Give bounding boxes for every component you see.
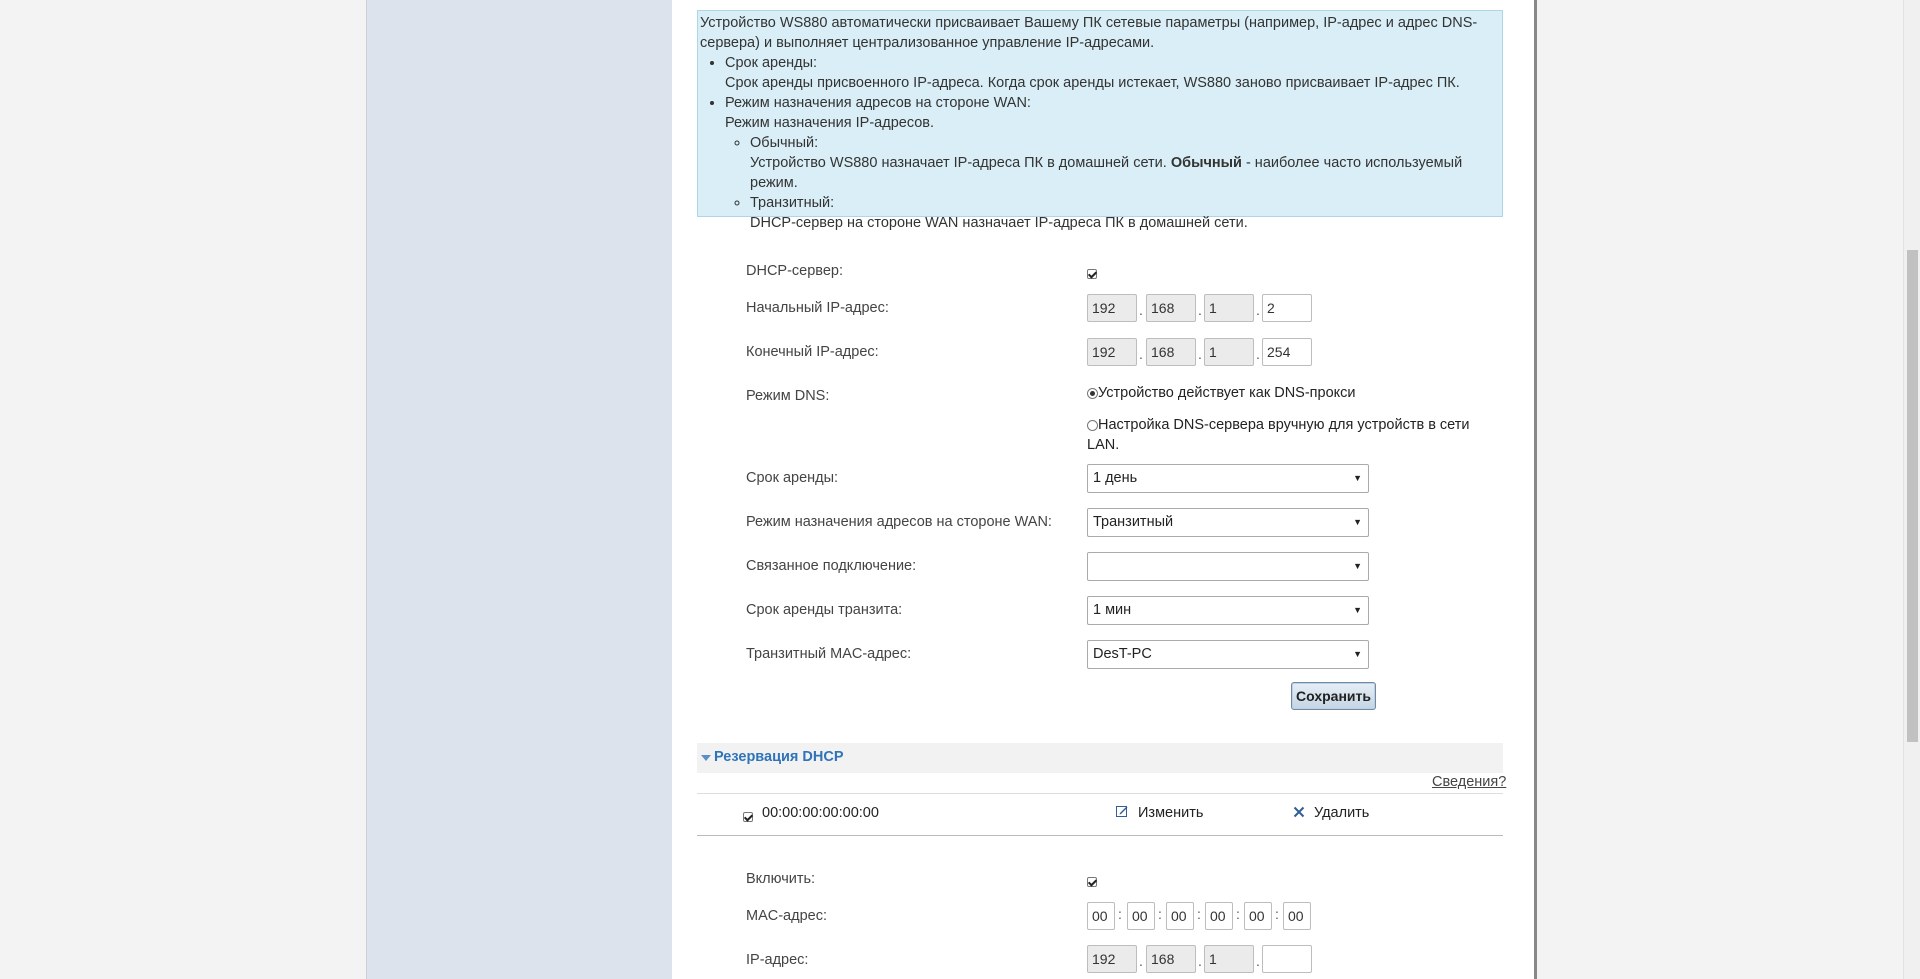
help-list [700, 53, 1500, 233]
res-ip-octet-3: 1 [1204, 945, 1254, 973]
lease-select-value: 1 день [1093, 470, 1138, 486]
help-lease-text: Срок аренды присвоенного IP-адреса. Когда срок аренды истекает, WS880 заново присваивает IP-адрес ПК. [725, 75, 1460, 91]
start-ip-octet-4-input[interactable]: 2 [1262, 294, 1312, 322]
details-link[interactable]: Сведения? [1432, 774, 1507, 790]
res-ip-octet-2: 168 [1146, 945, 1196, 973]
lease-label: Срок аренды: [746, 470, 839, 486]
transit-lease-select-value: 1 мин [1093, 602, 1132, 618]
dns-option-proxy[interactable] [1087, 385, 1507, 401]
save-button[interactable]: Сохранить [1291, 682, 1376, 710]
reservation-row-checkbox-wrap [743, 808, 753, 825]
ip-separator: . [1198, 953, 1202, 969]
dhcp-reservation-section-header[interactable] [697, 743, 1503, 773]
delete-link[interactable]: Удалить [1314, 805, 1370, 821]
ip-separator: . [1256, 346, 1260, 362]
linked-connection-label: Связанное подключение: [746, 558, 917, 574]
help-normal-text-pre: Устройство WS880 назначает IP-адреса ПК в домашней сети. [750, 155, 1171, 171]
help-lease-title: Срок аренды: [725, 55, 818, 71]
chevron-down-icon: ▼ [1353, 605, 1362, 615]
mac-separator: : [1118, 906, 1122, 922]
section-title: Резервация DHCP [714, 749, 844, 765]
ip-separator: . [1139, 302, 1143, 318]
mac-octet-6-input[interactable]: 00 [1283, 902, 1311, 930]
dhcp-server-checkbox[interactable] [1087, 269, 1097, 279]
mac-octet-2-input[interactable]: 00 [1127, 902, 1155, 930]
dns-mode-label: Режим DNS: [746, 388, 830, 404]
help-wan-mode-title: Режим назначения адресов на стороне WAN: [725, 95, 1031, 111]
chevron-down-icon: ▼ [1353, 561, 1362, 571]
scrollbar-thumb[interactable] [1907, 250, 1918, 742]
linked-connection-select[interactable] [1087, 552, 1369, 581]
enable-checkbox[interactable] [1087, 877, 1097, 887]
page-background-left [0, 0, 366, 979]
mac-octet-3-input[interactable]: 00 [1166, 902, 1194, 930]
dns-option-manual[interactable] [1087, 415, 1487, 455]
help-box [697, 10, 1503, 231]
dns-manual-label: Настройка DNS-сервера вручную для устройств в сети LAN. [1087, 417, 1470, 453]
collapse-triangle-icon [701, 755, 711, 761]
enable-label: Включить: [746, 871, 816, 887]
divider [697, 835, 1503, 836]
navigation-panel [366, 0, 673, 979]
mac-octet-1-input[interactable]: 00 [1087, 902, 1115, 930]
ip-address-label: IP-адрес: [746, 952, 809, 968]
chevron-down-icon: ▼ [1353, 517, 1362, 527]
mac-separator: : [1275, 906, 1279, 922]
start-ip-octet-1: 192 [1087, 294, 1137, 322]
help-item-lease [725, 53, 1500, 93]
transit-lease-label: Срок аренды транзита: [746, 602, 903, 618]
res-ip-octet-4-input[interactable] [1262, 945, 1312, 973]
help-normal-text-bold: Обычный [1170, 155, 1242, 171]
chevron-down-icon: ▼ [1353, 649, 1362, 659]
help-normal-title: Обычный: [750, 135, 819, 151]
wan-mode-select-value: Транзитный [1093, 514, 1174, 530]
ip-separator: . [1139, 346, 1143, 362]
reservation-row-checkbox[interactable] [743, 812, 753, 822]
help-wan-mode-text: Режим назначения IP-адресов. [725, 115, 935, 131]
dhcp-server-label: DHCP-сервер: [746, 263, 843, 279]
help-item-normal [750, 133, 1500, 193]
vertical-scrollbar[interactable] [1903, 0, 1920, 979]
edit-icon[interactable] [1116, 805, 1128, 817]
transit-mac-select[interactable] [1087, 640, 1369, 669]
start-ip-octet-3: 1 [1204, 294, 1254, 322]
dns-manual-radio[interactable] [1087, 420, 1098, 431]
end-ip-octet-4-input[interactable]: 254 [1262, 338, 1312, 366]
help-intro: Устройство WS880 автоматически присваивает Вашему ПК сетевые параметры (например, IP-адрес и адрес DNS-сервера) и выполняет централизованное управление IP-адресами. [700, 15, 1478, 51]
mac-octet-4-input[interactable]: 00 [1205, 902, 1233, 930]
chevron-down-icon: ▼ [1353, 473, 1362, 483]
divider [697, 793, 1503, 794]
help-sublist [725, 133, 1500, 233]
mac-separator: : [1197, 906, 1201, 922]
page-background-right [1537, 0, 1903, 979]
res-ip-octet-1: 192 [1087, 945, 1137, 973]
help-normal-text-post: - наиболее часто используемый режим. [750, 155, 1463, 191]
edit-link[interactable]: Изменить [1138, 805, 1204, 821]
ip-separator: . [1256, 953, 1260, 969]
dns-proxy-radio[interactable] [1087, 388, 1098, 399]
mac-address-label: MAC-адрес: [746, 908, 827, 924]
help-item-wan-mode [725, 93, 1500, 233]
delete-icon[interactable] [1293, 806, 1305, 818]
help-transit-title: Транзитный: [750, 195, 835, 211]
start-ip-octet-2: 168 [1146, 294, 1196, 322]
start-ip-label: Начальный IP-адрес: [746, 300, 889, 316]
end-ip-octet-1: 192 [1087, 338, 1137, 366]
transit-mac-label: Транзитный MAC-адрес: [746, 646, 912, 662]
ip-separator: . [1198, 302, 1202, 318]
transit-lease-select[interactable] [1087, 596, 1369, 625]
wan-mode-select[interactable] [1087, 508, 1369, 537]
end-ip-octet-2: 168 [1146, 338, 1196, 366]
transit-mac-select-value: DesT-PC [1093, 646, 1152, 662]
ip-separator: . [1139, 953, 1143, 969]
mac-octet-5-input[interactable]: 00 [1244, 902, 1272, 930]
ip-separator: . [1198, 346, 1202, 362]
wan-mode-label: Режим назначения адресов на стороне WAN: [746, 514, 1052, 530]
enable-checkbox-wrap [1087, 873, 1097, 890]
dhcp-server-checkbox-wrap [1087, 265, 1097, 282]
dns-proxy-label: Устройство действует как DNS-прокси [1098, 385, 1356, 401]
end-ip-label: Конечный IP-адрес: [746, 344, 879, 360]
end-ip-octet-3: 1 [1204, 338, 1254, 366]
mac-separator: : [1158, 906, 1162, 922]
reservation-entry-mac: 00:00:00:00:00:00 [762, 805, 879, 821]
help-item-transit [750, 193, 1500, 233]
ip-separator: . [1256, 302, 1260, 318]
mac-separator: : [1236, 906, 1240, 922]
lease-select[interactable] [1087, 464, 1369, 493]
help-transit-text: DHCP-сервер на стороне WAN назначает IP-адреса ПК в домашней сети. [750, 215, 1248, 231]
